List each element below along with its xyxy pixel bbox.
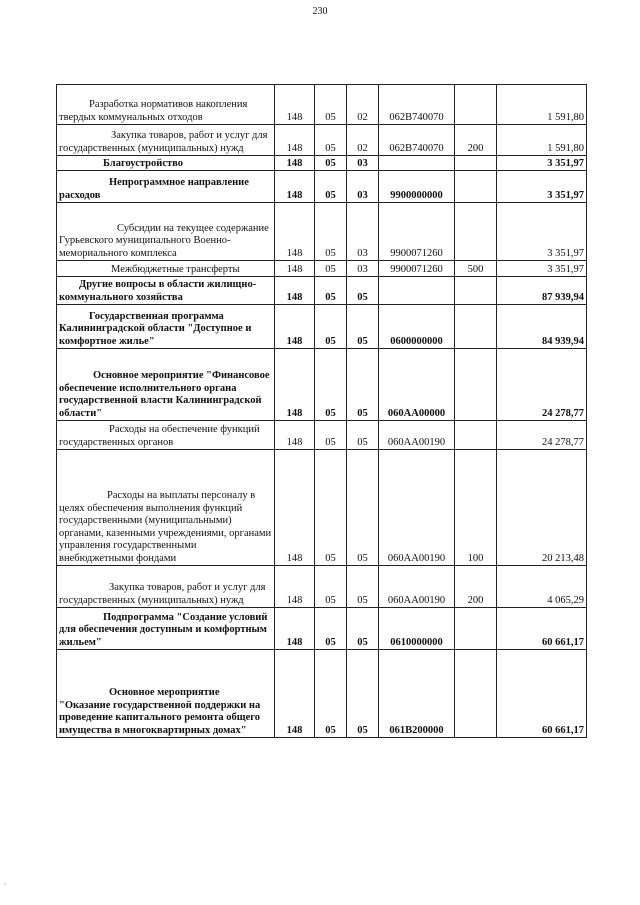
cell-expense-type [455, 85, 497, 125]
row-name [57, 156, 275, 171]
cell-admin-code: 148 [275, 421, 315, 450]
table-row [57, 450, 587, 566]
cell-expense-type [455, 277, 497, 305]
cell-target-article: 060АА00000 [379, 349, 455, 421]
cell-subsection: 02 [347, 125, 379, 156]
table-row [57, 125, 587, 156]
cell-target-article: 062B740070 [379, 85, 455, 125]
cell-section: 05 [315, 261, 347, 277]
cell-admin-code: 148 [275, 450, 315, 566]
cell-subsection: 03 [347, 156, 379, 171]
row-name-continuation: "Финансовое обеспечение исполнительного органа государственной власти Калининградской области" [59, 370, 270, 419]
table-row [57, 261, 587, 277]
row-name-first-line: Благоустройство [103, 157, 183, 169]
row-name-first-line: Закупка товаров, работ и услуг [109, 582, 248, 593]
row-name-first-line: Основное мероприятие [93, 370, 204, 381]
cell-section: 05 [315, 349, 347, 421]
cell-section: 05 [315, 171, 347, 203]
cell-target-article [379, 277, 455, 305]
cell-expense-type [455, 421, 497, 450]
page-number: 230 [312, 6, 328, 17]
margin-mark: · [4, 880, 7, 889]
table-row [57, 349, 587, 421]
row-name-continuation: расходов [59, 189, 101, 201]
cell-expense-type [455, 156, 497, 171]
cell-amount: 3 351,97 [497, 203, 587, 261]
row-name [57, 277, 275, 305]
cell-admin-code: 148 [275, 171, 315, 203]
table-row [57, 305, 587, 349]
cell-subsection: 05 [347, 450, 379, 566]
cell-section: 05 [315, 156, 347, 171]
row-name [57, 125, 275, 156]
cell-expense-type: 100 [455, 450, 497, 566]
cell-admin-code: 148 [275, 261, 315, 277]
table-row [57, 171, 587, 203]
cell-expense-type [455, 608, 497, 650]
cell-target-article [379, 156, 455, 171]
table-row [57, 421, 587, 450]
row-name [57, 566, 275, 608]
cell-expense-type: 200 [455, 125, 497, 156]
cell-subsection: 05 [347, 421, 379, 450]
cell-subsection: 05 [347, 349, 379, 421]
row-name-first-line: Разработка нормативов [89, 99, 194, 110]
cell-subsection: 05 [347, 566, 379, 608]
cell-admin-code: 148 [275, 85, 315, 125]
row-name-continuation: для государственных (муниципальных) нужд [59, 582, 266, 606]
cell-subsection: 03 [347, 261, 379, 277]
cell-subsection: 05 [347, 650, 379, 738]
row-name-first-line: Другие вопросы в области [79, 279, 205, 290]
cell-section: 05 [315, 650, 347, 738]
row-name [57, 171, 275, 203]
cell-target-article: 060АА00190 [379, 450, 455, 566]
cell-amount: 60 661,17 [497, 608, 587, 650]
cell-amount: 3 351,97 [497, 171, 587, 203]
cell-expense-type: 200 [455, 566, 497, 608]
row-name-continuation: условий для обеспечения доступным и комфортным жильем" [59, 611, 268, 648]
row-name-continuation: для государственных (муниципальных) нужд [59, 130, 268, 154]
row-name-continuation: функций государственных органов [59, 424, 260, 448]
cell-amount: 1 591,80 [497, 85, 587, 125]
cell-amount: 24 278,77 [497, 349, 587, 421]
cell-admin-code: 148 [275, 305, 315, 349]
row-name [57, 305, 275, 349]
table-row [57, 85, 587, 125]
row-name [57, 261, 275, 277]
row-name-first-line: Межбюджетные трансферты [111, 263, 240, 275]
row-name [57, 349, 275, 421]
table-row [57, 277, 587, 305]
cell-target-article: 9900071260 [379, 261, 455, 277]
cell-subsection: 03 [347, 171, 379, 203]
cell-amount: 87 939,94 [497, 277, 587, 305]
cell-section: 05 [315, 85, 347, 125]
row-name [57, 608, 275, 650]
cell-expense-type [455, 203, 497, 261]
row-name-continuation: содержание Гурьевского муниципального Военно-мемориального комплекса [59, 222, 269, 259]
cell-admin-code: 148 [275, 203, 315, 261]
row-name-first-line: Подпрограмма "Создание [103, 611, 227, 623]
row-name-first-line: Основное мероприятие [109, 687, 220, 698]
row-name-first-line: Непрограммное направление [109, 177, 249, 188]
cell-target-article: 060АА00190 [379, 566, 455, 608]
cell-amount: 20 213,48 [497, 450, 587, 566]
table-row [57, 566, 587, 608]
row-name [57, 85, 275, 125]
row-name [57, 203, 275, 261]
row-name [57, 650, 275, 738]
cell-amount: 24 278,77 [497, 421, 587, 450]
cell-target-article: 061В200000 [379, 650, 455, 738]
cell-section: 05 [315, 305, 347, 349]
cell-amount: 3 351,97 [497, 261, 587, 277]
row-name-first-line: Государственная программа [89, 310, 224, 322]
cell-target-article: 060АА00190 [379, 421, 455, 450]
cell-target-article: 0600000000 [379, 305, 455, 349]
cell-subsection: 05 [347, 608, 379, 650]
cell-subsection: 03 [347, 203, 379, 261]
row-name-continuation: жилищно-коммунального хозяйства [59, 279, 257, 303]
budget-table [56, 84, 587, 738]
cell-admin-code: 148 [275, 125, 315, 156]
cell-expense-type: 500 [455, 261, 497, 277]
cell-admin-code: 148 [275, 608, 315, 650]
cell-subsection: 05 [347, 277, 379, 305]
cell-section: 05 [315, 450, 347, 566]
row-name-continuation: "Оказание государственной поддержки на проведение капитального ремонта общего имущества в многоквартирных домах" [59, 699, 261, 736]
cell-expense-type [455, 171, 497, 203]
cell-amount: 84 939,94 [497, 305, 587, 349]
cell-target-article: 9900071260 [379, 203, 455, 261]
table-row [57, 608, 587, 650]
row-name-continuation: накопления твердых коммунальных отходов [59, 99, 248, 123]
cell-amount: 1 591,80 [497, 125, 587, 156]
row-name-continuation: Калининградской области "Доступное и комфортное жилье" [59, 323, 252, 347]
cell-expense-type [455, 305, 497, 349]
cell-admin-code: 148 [275, 156, 315, 171]
row-name-first-line: Расходы на выплаты персоналу [107, 490, 248, 501]
cell-subsection: 05 [347, 305, 379, 349]
cell-section: 05 [315, 421, 347, 450]
cell-amount: 60 661,17 [497, 650, 587, 738]
cell-target-article: 0610000000 [379, 608, 455, 650]
row-name [57, 450, 275, 566]
cell-amount: 4 065,29 [497, 566, 587, 608]
cell-amount: 3 351,97 [497, 156, 587, 171]
cell-target-article: 9900000000 [379, 171, 455, 203]
cell-admin-code: 148 [275, 650, 315, 738]
cell-expense-type [455, 650, 497, 738]
cell-section: 05 [315, 203, 347, 261]
cell-section: 05 [315, 608, 347, 650]
cell-expense-type [455, 349, 497, 421]
row-name [57, 421, 275, 450]
table-row [57, 156, 587, 171]
cell-subsection: 02 [347, 85, 379, 125]
row-name-first-line: Закупка товаров, работ и услуг [111, 130, 250, 141]
cell-section: 05 [315, 277, 347, 305]
cell-section: 05 [315, 566, 347, 608]
cell-target-article: 062B740070 [379, 125, 455, 156]
table-row [57, 203, 587, 261]
row-name-continuation: в целях обеспечения выполнения функций государственными (муниципальными) органами, казенными учреждениями, органами управления государственными внебюджетными фондами [59, 490, 272, 564]
row-name-first-line: Субсидии на текущее [117, 222, 214, 234]
cell-admin-code: 148 [275, 349, 315, 421]
row-name-first-line: Расходы на обеспечение [109, 424, 218, 435]
cell-section: 05 [315, 125, 347, 156]
cell-admin-code: 148 [275, 277, 315, 305]
table-row [57, 650, 587, 738]
cell-admin-code: 148 [275, 566, 315, 608]
